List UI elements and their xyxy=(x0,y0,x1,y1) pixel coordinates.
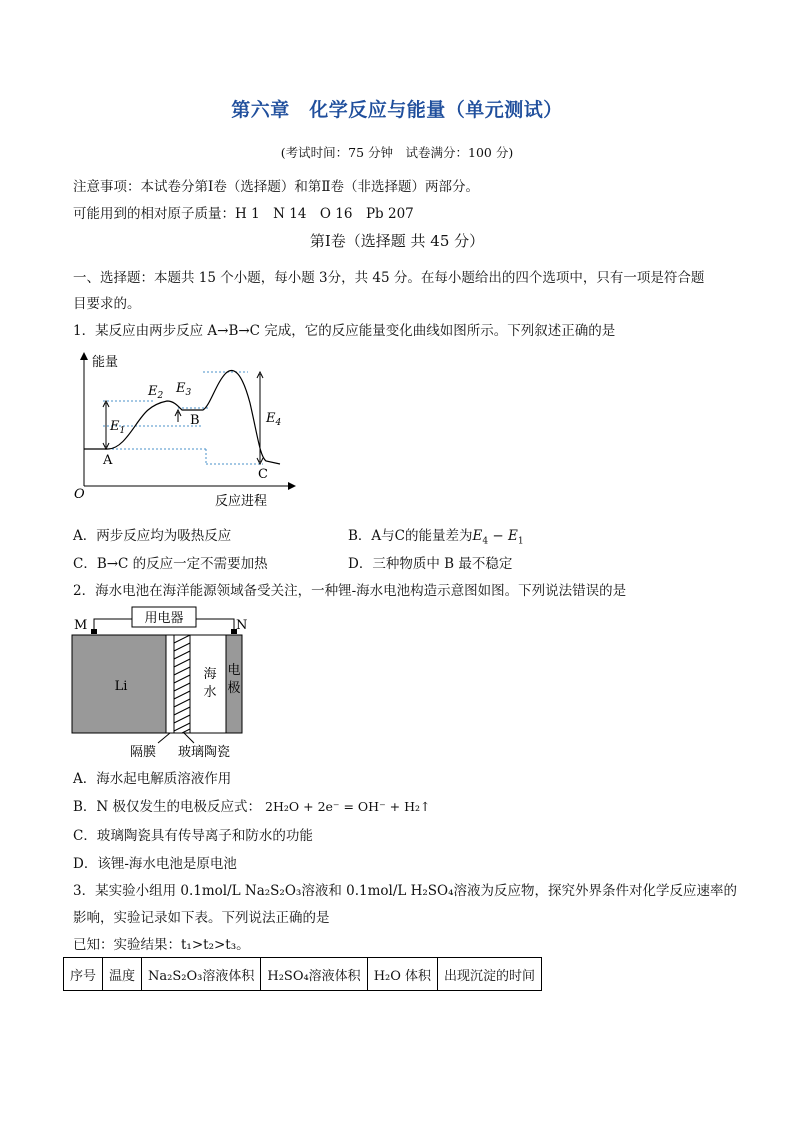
energy-guide-lines xyxy=(84,372,263,464)
table-header-row xyxy=(64,958,542,991)
page-title: 第六章 化学反应与能量（单元测试） xyxy=(231,99,563,121)
membrane-label: 隔膜 xyxy=(130,745,157,760)
q2-option-a: A．海水起电解质溶液作用 xyxy=(73,771,232,787)
exam-info: (考试时间：75 分钟 试卷满分：100 分) xyxy=(280,145,514,160)
table-header-cell: 出现沉淀的时间 xyxy=(438,958,542,991)
wire-right xyxy=(196,619,234,631)
q3-experiment-table xyxy=(63,957,542,991)
q2-option-c: C．玻璃陶瓷具有传导离子和防水的功能 xyxy=(73,828,313,844)
ceramic-label: 玻璃陶瓷 xyxy=(178,745,231,760)
membrane xyxy=(166,635,174,733)
q2-stem: 2．海水电池在海洋能源领域备受关注，一种锂-海水电池构造示意图如图。下列说法错误的是 xyxy=(73,583,627,599)
electrode-label-2: 极 xyxy=(227,681,241,696)
table-header-cell: 序号 xyxy=(64,958,103,991)
m-label: M xyxy=(74,618,88,633)
instructions-line-2: 目要求的。 xyxy=(73,296,141,312)
section-title: 第Ⅰ卷（选择题 共 45 分） xyxy=(309,232,485,250)
instructions-line-1: 一、选择题：本题共 15 个小题，每小题 3分，共 45 分。在每小题给出的四个选项中，只有一项是符合题 xyxy=(73,270,705,286)
table-header-cell: 温度 xyxy=(103,958,142,991)
q3-known: 已知：实验结果：t₁>t₂>t₃。 xyxy=(73,937,250,953)
q2-battery-diagram xyxy=(66,603,256,763)
point-b-label: B xyxy=(190,413,200,428)
n-label: N xyxy=(236,618,248,633)
q1-energy-diagram xyxy=(70,348,300,513)
point-c-label: C xyxy=(258,467,268,482)
appliance-label: 用电器 xyxy=(144,611,184,626)
q2-option-b: B．N 极仅发生的电极反应式： 2H₂O + 2e⁻ = OH⁻ + H₂↑ xyxy=(73,799,431,815)
y-axis-label: 能量 xyxy=(92,355,119,370)
table-header-cell: H₂SO₄溶液体积 xyxy=(261,958,367,991)
q1-option-b: B．A与C的能量差为$E_4 - E_1$ xyxy=(348,528,524,547)
terminal-m xyxy=(91,629,97,634)
seawater-label-2: 水 xyxy=(203,685,217,700)
q1-option-c: C．B→C 的反应一定不需要加热 xyxy=(73,556,268,572)
q3-stem-line-2: 影响，实验记录如下表。下列说法正确的是 xyxy=(73,910,330,926)
notice-text: 注意事项：本试卷分第Ⅰ卷（选择题）和第Ⅱ卷（非选择题）两部分。 xyxy=(73,179,480,195)
seawater-label-1: 海 xyxy=(203,667,217,682)
x-axis-label: 反应进程 xyxy=(215,494,268,509)
electrode-label-1: 电 xyxy=(227,663,241,678)
e1-label: $E_1$ xyxy=(110,419,126,436)
q3-stem-line-1: 3．某实验小组用 0.1mol/L Na₂S₂O₃溶液和 0.1mol/L H₂SO₄溶液为反应物，探究外界条件对化学反应速率的 xyxy=(73,883,738,899)
glass-ceramic-layer xyxy=(174,635,190,733)
e3-label: $E_3$ xyxy=(176,381,192,398)
origin-label: O xyxy=(74,487,85,502)
table-header-cell: Na₂S₂O₃溶液体积 xyxy=(142,958,261,991)
e4-label: $E_4$ xyxy=(266,411,282,428)
e2-label: $E_2$ xyxy=(148,384,164,401)
wire-left xyxy=(94,619,132,631)
atomic-mass-text: 可能用到的相对原子质量：H 1 N 14 O 16 Pb 207 xyxy=(73,206,414,222)
point-a-label: A xyxy=(103,453,113,468)
li-label: Li xyxy=(114,679,128,694)
q1-option-a: A．两步反应均为吸热反应 xyxy=(73,528,232,544)
q1-stem: 1．某反应由两步反应 A→B→C 完成，它的反应能量变化曲线如图所示。下列叙述正确的是 xyxy=(73,323,616,339)
table-header-cell: H₂O 体积 xyxy=(367,958,437,991)
q2-option-d: D．该锂-海水电池是原电池 xyxy=(73,856,237,872)
q1-option-d: D．三种物质中 B 最不稳定 xyxy=(348,556,513,572)
